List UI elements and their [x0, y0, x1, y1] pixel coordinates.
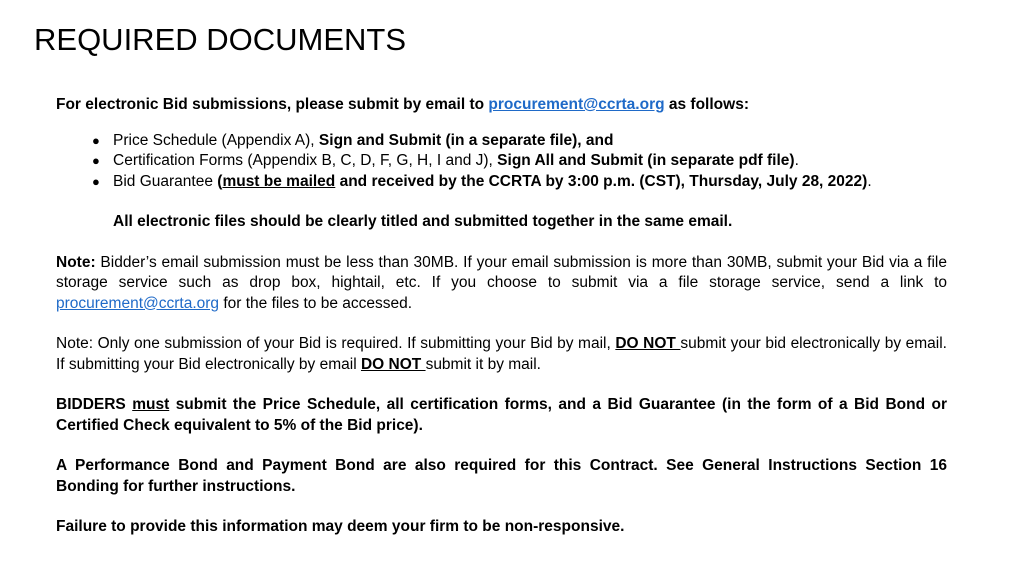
procurement-email-link[interactable]: procurement@ccrta.org: [56, 294, 220, 312]
bullet-icon: ●: [92, 173, 100, 189]
bullet-icon: ●: [92, 132, 100, 148]
document-body: [56, 95, 947, 538]
bullet-plain-text: Bid Guarantee: [113, 172, 218, 190]
must-emphasis: must: [132, 396, 170, 413]
bidders-rest: submit the Price Schedule, all certification forms, and a Bid Guarantee (in the form of a Bid Bond or Certified Check equivalent to 5% of the Bid price).: [56, 396, 947, 434]
note-size-text: Bidder’s email submission must be less than 30MB. If your email submission is more than 30MB, submit your Bid via a file storage service such as drop box, hightail, etc. If you choose to submit via a file storage service, send a link to: [56, 253, 947, 291]
note-size-after: for the files to be accessed.: [219, 294, 413, 312]
procurement-email-link[interactable]: procurement@ccrta.org: [488, 96, 665, 113]
bidders-paragraph: [56, 395, 947, 436]
note-one-part3: submit it by mail.: [425, 355, 541, 373]
bullet-bold-text: and received by the CCRTA by 3:00 p.m. (CST), Thursday, July 28, 2022): [335, 172, 868, 190]
bullet-plain-text: Certification Forms (Appendix B, C, D, F, G, H, I and J),: [113, 152, 498, 169]
intro-text: For electronic Bid submissions, please submit by email to: [56, 96, 489, 113]
note-label: Note:: [56, 253, 96, 271]
bullet-plain-text: Price Schedule (Appendix A),: [113, 131, 319, 149]
intro-paragraph: [56, 95, 947, 116]
note-one-submission-paragraph: [56, 334, 947, 375]
all-files-notice: All electronic files should be clearly titled and submitted together in the same email.: [113, 213, 733, 230]
do-not-emphasis: DO NOT: [360, 355, 426, 373]
bullet-bold-text: Sign and Submit (in a separate file), and: [318, 131, 614, 149]
must-be-mailed-text: must be mailed: [222, 172, 336, 190]
note-one-part2: submit your bid electronically by email. If submitting your Bid electronically by email: [56, 335, 947, 373]
required-documents-list: [56, 131, 947, 193]
bidders-start: BIDDERS: [56, 396, 133, 413]
intro-after-text: as follows:: [664, 96, 749, 113]
list-item: [92, 151, 947, 172]
list-item: [92, 172, 947, 193]
bullet-bold-text: Sign All and Submit (in separate pdf file): [497, 152, 795, 169]
note-size-paragraph: [56, 253, 947, 315]
bullet-icon: ●: [92, 153, 100, 168]
bullet-bold-open: (: [217, 172, 223, 190]
note-one-part1: Note: Only one submission of your Bid is required. If submitting your Bid by mail,: [56, 335, 616, 352]
do-not-emphasis: DO NOT: [615, 335, 681, 352]
failure-paragraph: Failure to provide this information may deem your firm to be non-responsive.: [56, 518, 625, 535]
list-item: [92, 131, 947, 152]
bullet-tail: .: [794, 152, 799, 169]
page-title: REQUIRED DOCUMENTS: [34, 22, 407, 57]
bullet-tail: .: [867, 172, 872, 190]
performance-bond-paragraph: A Performance Bond and Payment Bond are also required for this Contract. See General Instructions Section 16 Bonding for further instructions.: [56, 457, 947, 495]
